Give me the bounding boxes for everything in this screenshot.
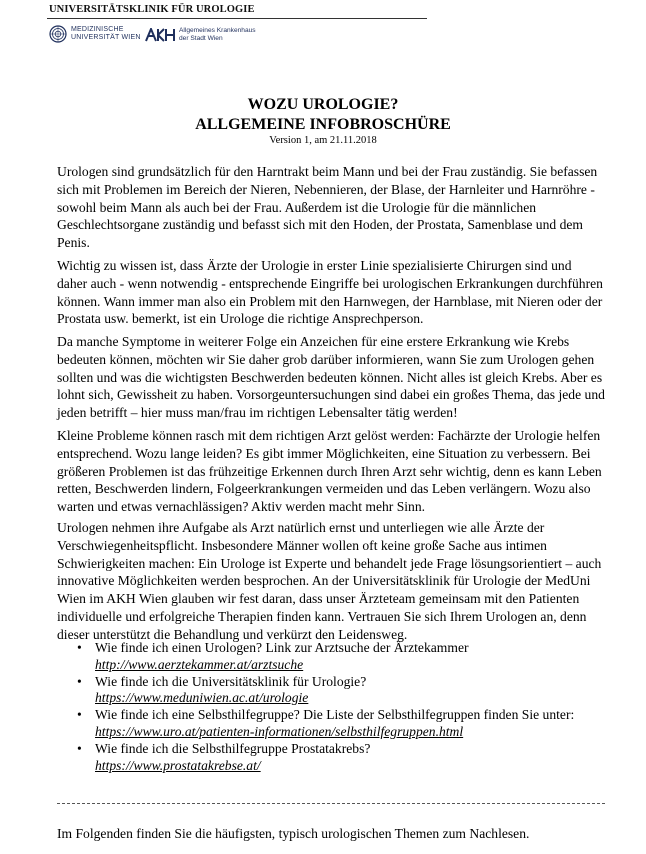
meduni-emblem-icon — [49, 25, 67, 43]
document-title-line2: ALLGEMEINE INFOBROSCHÜRE — [195, 116, 451, 133]
bullet-icon: • — [77, 640, 82, 655]
akh-logo-line2: der Stadt Wien — [179, 35, 223, 42]
meduni-logo-line2: UNIVERSITÄT WIEN — [71, 34, 141, 41]
resource-link-list — [57, 640, 617, 774]
bullet-icon: • — [77, 707, 82, 723]
document-title-line1: WOZU UROLOGIE? — [247, 96, 399, 113]
closing-sentence: Im Folgenden finden Sie die häufigsten, typisch urologischen Themen zum Nachlesen. — [57, 826, 530, 841]
clinic-header: UNIVERSITÄTSKLINIK FÜR UROLOGIE — [49, 4, 255, 15]
meduni-urologie-link[interactable]: https://www.meduniwien.ac.at/urologie — [95, 690, 309, 706]
link-question: Wie finde ich die Selbsthilfegruppe Prostatakrebs? — [95, 740, 371, 756]
section-divider — [57, 803, 605, 804]
paragraph-confidentiality: Urologen nehmen ihre Aufgabe als Arzt natürlich ernst und unterliegen wie alle Ärzte der Verschwiegenheitspflicht. Insbesondere Männer wollen oft keine große Sache aus intimen Schwierigkeiten machen: Ein Urologe ist Experte und behandelt jede Frage lösungsorientiert – auch innovative Möglichkeiten werden besprochen. An der Universitätsklinik für Urologie der MedUni Wien im AKH Wien glauben wir fest daran, dass unser Ärzteteam gemeinsam mit den Patienten individuelle und erfolgreiche Therapien finden kann. Vertrauen Sie sich Ihrem Urologen an, denn dieser unterstützt die Behandlung und verkürzt den Leidensweg. — [57, 520, 602, 642]
paragraph-surgeons: Wichtig zu wissen ist, dass Ärzte der Urologie in erster Linie spezialisierte Chirurgen sind und daher auch - wenn notwendig - entsprechende Eingriffe bei urologischen Erkrankungen durchführen können. Wann immer man also ein Problem mit den Harnwegen, der Harnblase, mit Nieren oder der Prostata usw. bemerkt, ist ein Urologe die richtige Ansprechperson. — [57, 258, 603, 327]
link-question: Wie finde ich eine Selbsthilfegruppe? Die Liste der Selbsthilfegruppen finden Sie unter: — [95, 707, 575, 723]
aerztekammer-link[interactable]: http://www.aerztekammer.at/arztsuche — [95, 656, 304, 672]
list-item — [57, 741, 617, 775]
list-item — [57, 674, 617, 708]
prostatakrebs-link[interactable]: https://www.prostatakrebse.at/ — [95, 757, 261, 773]
bullet-icon: • — [77, 740, 82, 756]
akh-logo-line1: Allgemeines Krankenhaus — [179, 27, 256, 34]
paragraph-intro: Urologen sind grundsätzlich für den Harntrakt beim Mann und bei der Frau zuständig. Sie befassen sich mit Problemen im Bereich der Nieren, Nebennieren, der Blase, der Harnleiter und Harnröhre - sowohl beim Mann als auch bei der Frau. Außerdem ist die Urologie für die männlichen Geschlechtsorgane zuständig und befasst sich mit den Hoden, der Prostata, Samenblase und dem Penis. — [57, 164, 598, 251]
version-note: Version 1, am 21.11.2018 — [269, 135, 377, 146]
header-divider — [47, 18, 427, 19]
list-item — [57, 640, 617, 674]
link-question: Wie finde ich die Universitätsklinik für Urologie? — [95, 673, 367, 689]
paragraph-small-problems: Kleine Probleme können rasch mit dem richtigen Arzt gelöst werden: Fachärzte der Urologie helfen entsprechend. Wozu lange leiden? Es gibt immer Möglichkeiten, eine Situation zu verbessern. Bei größeren Problemen ist das frühzeitige Erkennen durch Ihren Arzt sehr wichtig, denn es kann Leben retten, Beschwerden lindern, Folgeerkrankungen vermeiden und das Leben verlängern. Wozu also warten und etwas vernachlässigen? Aktiv werden macht mehr Sinn. — [57, 428, 602, 515]
akh-emblem-icon — [145, 28, 175, 42]
list-item — [57, 707, 617, 741]
akh-logo — [145, 27, 256, 43]
paragraph-symptoms: Da manche Symptome in weiterer Folge ein Anzeichen für eine erstere Erkrankung wie Krebs bedeuten können, möchten wir Sie daher grob darüber informieren, wann Sie zum Urologen gehen sollten und was die wichtigsten Beschwerden bedeuten können. Nicht alles ist gleich Krebs. Aber es lohnt sich, Gewissheit zu haben. Vorsorgeuntersuchungen sind dabei ein großes Thema, das jede und jeden betrifft – hier muss man/frau im richtigen Lebensalter tätig werden! — [57, 334, 605, 421]
meduni-logo — [49, 25, 141, 43]
link-question: Wie finde ich einen Urologen? Link zur Arztsuche der Ärztekammer — [95, 640, 469, 655]
selbsthilfegruppen-link[interactable]: https://www.uro.at/patienten-informationen/selbsthilfegruppen.html — [95, 723, 464, 739]
meduni-logo-line1: MEDIZINISCHE — [71, 26, 124, 33]
bullet-icon: • — [77, 673, 82, 689]
